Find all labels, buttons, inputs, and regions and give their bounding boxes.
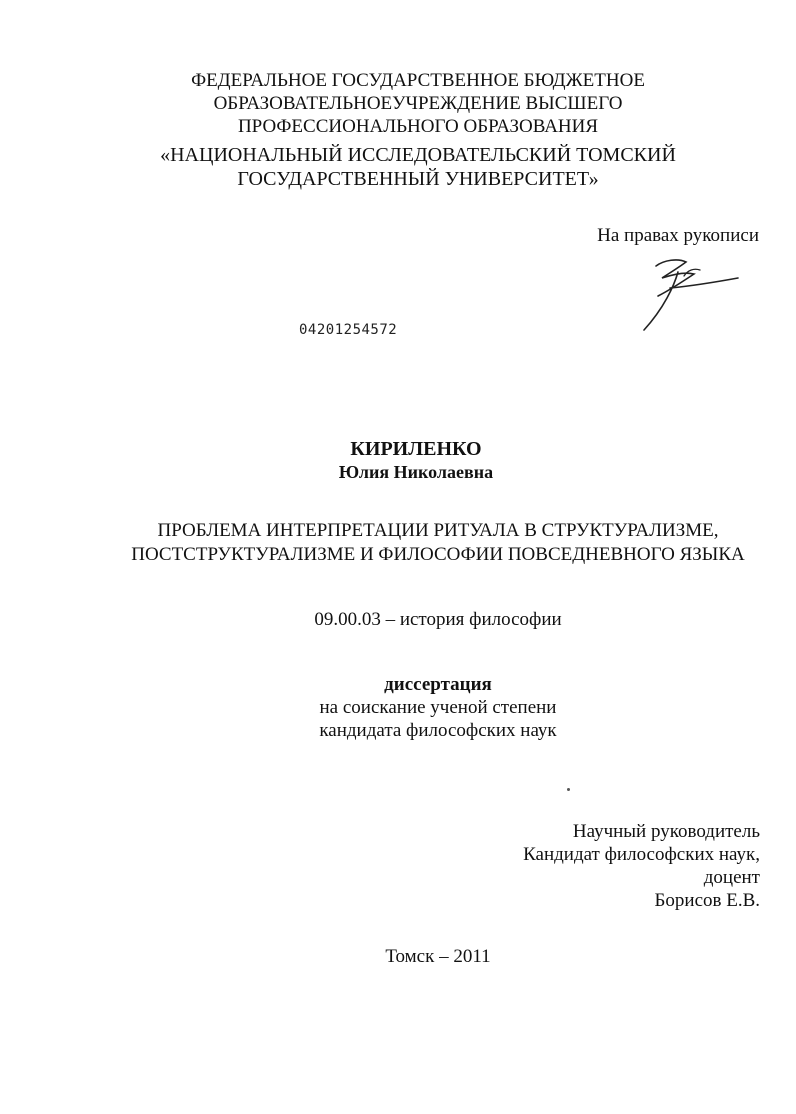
degree-block [0, 673, 796, 742]
author-block [0, 437, 796, 483]
specialty [0, 608, 796, 631]
university-name [0, 143, 796, 191]
advisor-line-4: Борисов Е.В. [654, 890, 760, 911]
city-year [0, 945, 796, 968]
institution-header [0, 69, 796, 138]
author-surname: КИРИЛЕНКО [350, 438, 482, 460]
university-line-2: ГОСУДАРСТВЕННЫЙ УНИВЕРСИТЕТ» [237, 168, 599, 190]
university-line-1: «НАЦИОНАЛЬНЫЙ ИССЛЕДОВАТЕЛЬСКИЙ ТОМСКИЙ [160, 144, 676, 166]
degree-line-1: на соискание ученой степени [319, 697, 557, 718]
ink-speck [567, 788, 570, 791]
advisor-line-3: доцент [703, 867, 760, 888]
serial-number: 04201254572 [299, 322, 398, 338]
institution-line-1: ФЕДЕРАЛЬНОЕ ГОСУДАРСТВЕННОЕ БЮДЖЕТНОЕ [191, 70, 645, 91]
manuscript-rights: На правах рукописи [597, 225, 759, 246]
dissertation-title [0, 519, 796, 567]
institution-line-2: ОБРАЗОВАТЕЛЬНОЕУЧРЕЖДЕНИЕ ВЫСШЕГО [213, 93, 623, 114]
title-line-2: ПОСТСТРУКТУРАЛИЗМЕ И ФИЛОСОФИИ ПОВСЕДНЕВНОГО ЯЗЫКА [131, 544, 745, 565]
dissertation-label: диссертация [384, 674, 492, 695]
degree-line-2: кандидата философских наук [319, 720, 557, 741]
signature-icon [634, 252, 744, 332]
advisor-line-2: Кандидат философских наук, [523, 844, 760, 865]
city-year-text: Томск – 2011 [385, 946, 491, 967]
author-name: Юлия Николаевна [338, 462, 494, 482]
specialty-text: 09.00.03 – история философии [314, 609, 562, 630]
advisor-line-1: Научный руководитель [572, 821, 760, 842]
institution-line-3: ПРОФЕССИОНАЛЬНОГО ОБРАЗОВАНИЯ [237, 116, 599, 137]
title-line-1: ПРОБЛЕМА ИНТЕРПРЕТАЦИИ РИТУАЛА В СТРУКТУРАЛИЗМЕ, [157, 520, 719, 541]
advisor-block [523, 820, 760, 912]
